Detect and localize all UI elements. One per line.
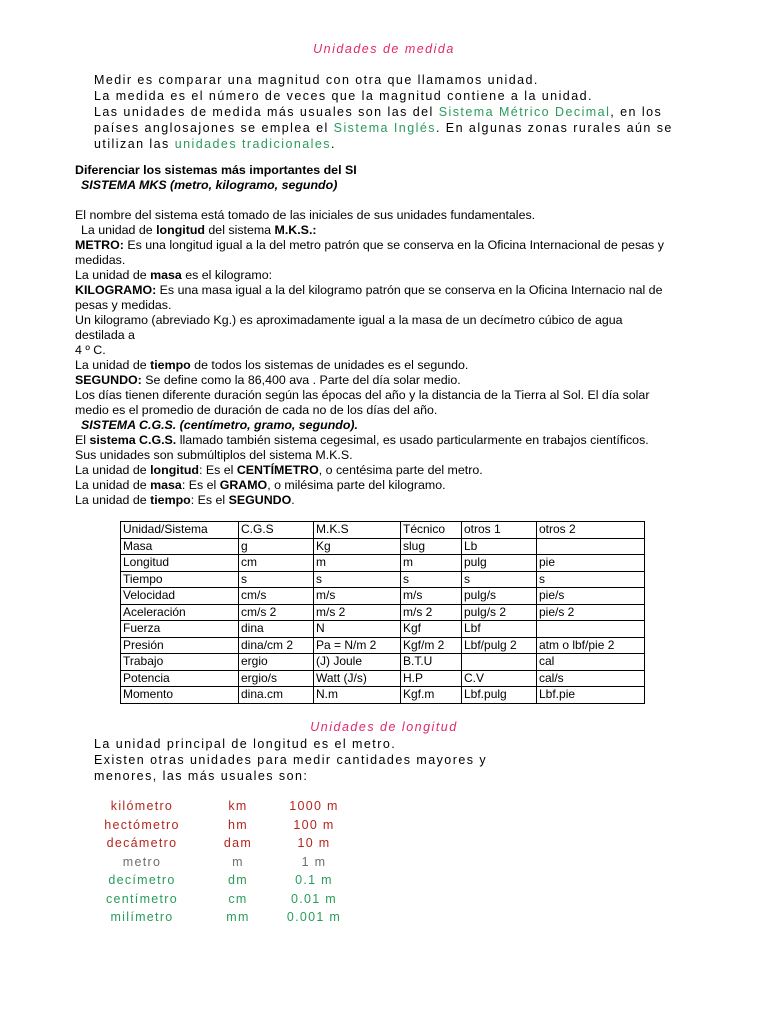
longitud-row [92, 853, 344, 872]
section-heading: Diferenciar los sistemas más importantes del SI [75, 163, 357, 177]
table-cell: pie [537, 555, 645, 572]
longitud-abbr: dam [223, 836, 253, 851]
table-cell: cm/s [239, 588, 314, 605]
table-cell: C.V [462, 670, 537, 687]
table-cell: s [239, 571, 314, 588]
table-cell: N [314, 621, 401, 638]
table-cell: pie/s 2 [537, 604, 645, 621]
longitud-title: Unidades de longitud [310, 720, 458, 734]
table-cell: dina [239, 621, 314, 638]
paragraph: 4 º C. [75, 343, 106, 357]
table-cell: Masa [121, 538, 239, 555]
table-cell: g [239, 538, 314, 555]
table-header-cell: Unidad/Sistema [121, 522, 239, 539]
table-row [121, 654, 645, 671]
paragraph: KILOGRAMO: Es una masa igual a la del kilogramo patrón que se conserva en la Oficina Internacio nal de [75, 283, 663, 297]
page-title: Unidades de medida [313, 42, 455, 56]
table-row [121, 538, 645, 555]
table-cell: Lbf/pulg 2 [462, 637, 537, 654]
table-cell: Longitud [121, 555, 239, 572]
table-cell: m [401, 555, 462, 572]
table-cell: Pa = N/m 2 [314, 637, 401, 654]
table-cell: Watt (J/s) [314, 670, 401, 687]
table-cell: s [401, 571, 462, 588]
paragraph: El sistema C.G.S. llamado también sistema cegesimal, es usado particularmente en trabajos científicos. [75, 433, 649, 447]
paragraph: medio es el promedio de duración de cada no de los días del año. [75, 403, 438, 417]
table-cell: Kgf [401, 621, 462, 638]
longitud-name: kilómetro [110, 799, 174, 814]
table-header-cell: otros 1 [462, 522, 537, 539]
longitud-name: metro [122, 854, 162, 869]
longitud-row [92, 816, 344, 835]
longitud-value: 100 m [293, 817, 335, 832]
units-table [120, 521, 645, 704]
table-cell: Lbf.pulg [462, 687, 537, 704]
table-row [121, 621, 645, 638]
paragraph: medidas. [75, 253, 126, 267]
longitud-abbr: mm [226, 910, 250, 925]
link-sistema-ingles[interactable]: Sistema Inglés [333, 121, 436, 135]
table-cell: cal/s [537, 670, 645, 687]
table-cell: dina.cm [239, 687, 314, 704]
intro-line: La medida es el número de veces que la magnitud contiene a la unidad. [94, 89, 593, 103]
paragraph: La unidad de longitud: Es el CENTÍMETRO, o centésima parte del metro. [75, 463, 483, 477]
table-header-cell: otros 2 [537, 522, 645, 539]
si-section [75, 163, 695, 508]
table-cell: Kgf/m 2 [401, 637, 462, 654]
longitud-abbr: cm [228, 891, 248, 906]
longitud-abbr: hm [228, 817, 248, 832]
table-cell: s [314, 571, 401, 588]
table-header-cell: M.K.S [314, 522, 401, 539]
table-cell: Momento [121, 687, 239, 704]
table-cell: cm/s 2 [239, 604, 314, 621]
paragraph: SEGUNDO: Se define como la 86,400 ava . Parte del día solar medio. [75, 373, 461, 387]
table-cell: slug [401, 538, 462, 555]
table-header-cell: C.G.S [239, 522, 314, 539]
table-cell: s [462, 571, 537, 588]
link-unidades-tradicionales[interactable]: unidades tradicionales [174, 137, 331, 151]
longitud-units-table [92, 797, 344, 927]
longitud-value: 1000 m [289, 799, 339, 814]
intro-line: Las unidades de medida más usuales son las del Sistema Métrico Decimal, en los [94, 105, 663, 119]
table-row [121, 571, 645, 588]
table-row [121, 637, 645, 654]
longitud-value: 1 m [301, 854, 327, 869]
mks-heading: SISTEMA MKS (metro, kilogramo, segundo) [81, 178, 338, 192]
table-cell: Presión [121, 637, 239, 654]
intro-line: países anglosajones se emplea el Sistema Inglés. En algunas zonas rurales aún se [94, 121, 673, 135]
table-cell: (J) Joule [314, 654, 401, 671]
table-cell: Trabajo [121, 654, 239, 671]
intro-paragraph [94, 72, 694, 152]
longitud-row [92, 908, 344, 927]
intro-line: Existen otras unidades para medir cantidades mayores y [94, 753, 488, 767]
table-cell: B.T.U [401, 654, 462, 671]
table-cell: atm o lbf/pie 2 [537, 637, 645, 654]
table-cell: Kg [314, 538, 401, 555]
paragraph: El nombre del sistema está tomado de las iniciales de sus unidades fundamentales. [75, 208, 536, 222]
table-cell: Lb [462, 538, 537, 555]
table-row [121, 670, 645, 687]
table-cell: N.m [314, 687, 401, 704]
table-header-row [121, 522, 645, 539]
table-cell: Fuerza [121, 621, 239, 638]
paragraph: La unidad de longitud del sistema M.K.S.: [81, 223, 317, 237]
table-cell: Velocidad [121, 588, 239, 605]
longitud-name: hectómetro [104, 817, 180, 832]
longitud-value: 0.1 m [295, 873, 333, 888]
paragraph: La unidad de tiempo de todos los sistemas de unidades es el segundo. [75, 358, 469, 372]
longitud-value: 10 m [297, 836, 331, 851]
paragraph: La unidad de masa es el kilogramo: [75, 268, 273, 282]
paragraph: pesas y medidas. [75, 298, 172, 312]
paragraph: Un kilogramo (abreviado Kg.) es aproximadamente igual a la masa de un decímetro cúbico de agua [75, 313, 623, 327]
table-cell: dina/cm 2 [239, 637, 314, 654]
table-cell: H.P [401, 670, 462, 687]
cgs-heading: SISTEMA C.G.S. (centímetro, gramo, segundo). [81, 418, 358, 432]
table-header-cell: Técnico [401, 522, 462, 539]
intro-line: utilizan las unidades tradicionales. [94, 137, 336, 151]
longitud-value: 0.001 m [286, 910, 342, 925]
longitud-name: decímetro [108, 873, 176, 888]
table-cell: Lbf [462, 621, 537, 638]
intro-line: La unidad principal de longitud es el metro. [94, 737, 397, 751]
longitud-abbr: km [228, 799, 248, 814]
paragraph: La unidad de masa: Es el GRAMO, o milésima parte del kilogramo. [75, 478, 446, 492]
table-row [121, 687, 645, 704]
longitud-row [92, 797, 344, 816]
link-sistema-metrico[interactable]: Sistema Métrico Decimal [438, 105, 611, 119]
table-cell: Kgf.m [401, 687, 462, 704]
table-cell [537, 538, 645, 555]
table-cell: m/s [314, 588, 401, 605]
longitud-name: decámetro [106, 836, 178, 851]
table-cell: m/s [401, 588, 462, 605]
longitud-row [92, 834, 344, 853]
longitud-row [92, 871, 344, 890]
paragraph: destilada a [75, 328, 135, 342]
table-cell: m/s 2 [314, 604, 401, 621]
table-cell: ergio [239, 654, 314, 671]
longitud-name: centímetro [105, 891, 179, 906]
table-cell: ergio/s [239, 670, 314, 687]
table-cell: m [314, 555, 401, 572]
longitud-intro [94, 736, 694, 784]
table-cell [462, 654, 537, 671]
paragraph: METRO: Es una longitud igual a la del metro patrón que se conserva en la Oficina Internacional de pesas y [75, 238, 664, 252]
table-cell [537, 621, 645, 638]
table-cell: cm [239, 555, 314, 572]
longitud-value: 0.01 m [290, 891, 337, 906]
table-cell: m/s 2 [401, 604, 462, 621]
table-cell: Lbf.pie [537, 687, 645, 704]
longitud-name: milímetro [110, 910, 174, 925]
longitud-row [92, 890, 344, 909]
table-cell: Aceleración [121, 604, 239, 621]
table-cell: pulg/s 2 [462, 604, 537, 621]
table-row [121, 604, 645, 621]
paragraph: Los días tienen diferente duración según las épocas del año y la distancia de la Tierra al Sol. El día solar [75, 388, 650, 402]
table-cell: pie/s [537, 588, 645, 605]
paragraph: Sus unidades son submúltiplos del sistema M.K.S. [75, 448, 353, 462]
intro-line: menores, las más usuales son: [94, 769, 309, 783]
table-cell: Potencia [121, 670, 239, 687]
table-row [121, 588, 645, 605]
table-cell: Tiempo [121, 571, 239, 588]
longitud-abbr: m [232, 854, 244, 869]
table-cell: cal [537, 654, 645, 671]
paragraph: La unidad de tiempo: Es el SEGUNDO. [75, 493, 295, 507]
table-row [121, 555, 645, 572]
table-cell: s [537, 571, 645, 588]
intro-line: Medir es comparar una magnitud con otra que llamamos unidad. [94, 73, 539, 87]
table-cell: pulg/s [462, 588, 537, 605]
table-cell: pulg [462, 555, 537, 572]
longitud-abbr: dm [228, 873, 248, 888]
